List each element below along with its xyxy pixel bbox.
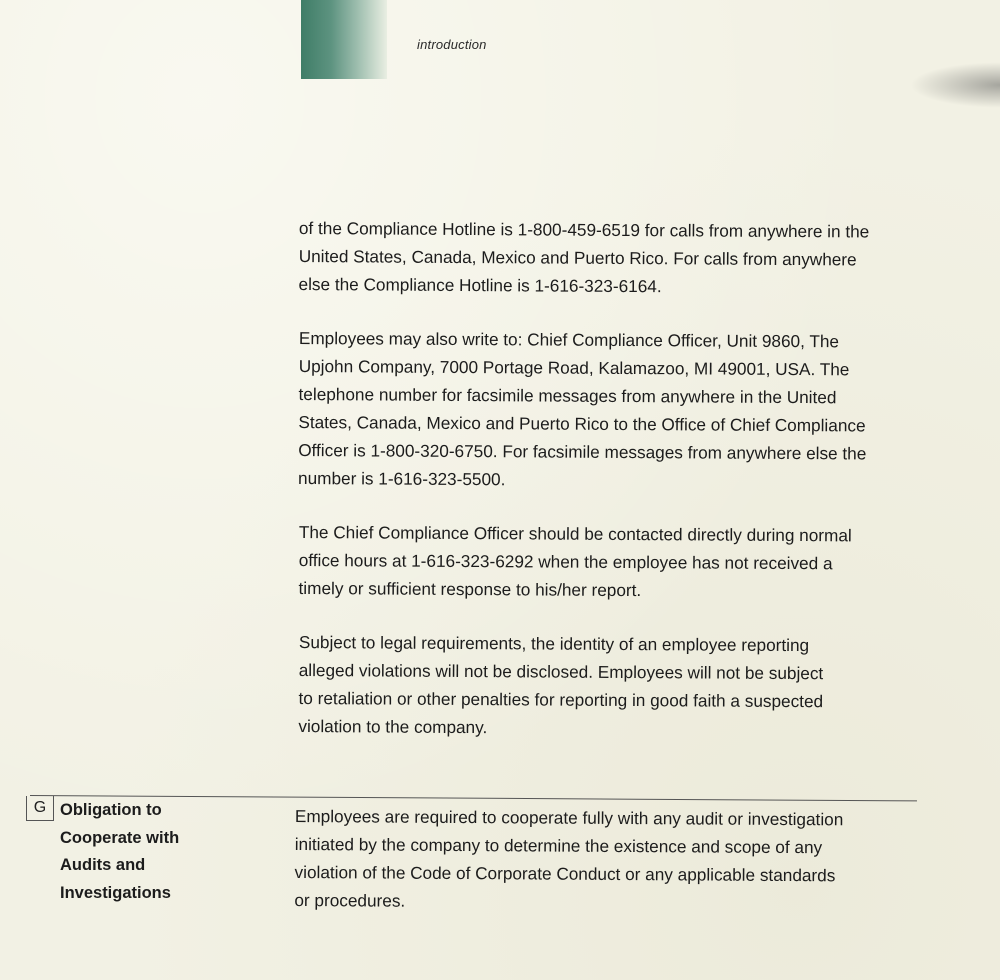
paragraph-chief-compliance-contact: The Chief Compliance Officer should be contacted directly during normal office hours at 1-616-323-6292 when the employee has not received a timely or sufficient response to his/her report. <box>298 521 852 601</box>
paragraph-mailing-address: Employees may also write to: Chief Compliance Officer, Unit 9860, The Upjohn Company, 7000 Portage Road, Kalamazoo, MI 49001, USA. The telephone number for facsimile messages from anywhere in the United States, Canada, Mexico and Puerto Rico to the Office of Chief Compliance Officer is 1-800-320-6750. For facsimile messages from anywhere else the number is 1-616-323-5500. <box>297 327 867 490</box>
paragraph-confidentiality: Subject to legal requirements, the identity of an employee reporting alleged violations will not be disclosed. Employees will not be subject to retaliation or other penalties for reporting in good faith a suspected violation to the company. <box>298 631 824 738</box>
body-text-column <box>299 214 939 766</box>
section-g-heading: Obligation to Cooperate with Audits and Investigations <box>60 801 180 902</box>
section-g-body: Employees are required to cooperate fully with any audit or investigation initiated by the company to determine the existence and scope of any violation of the Code of Corporate Conduct or any applicable standards or procedures. <box>294 805 844 911</box>
page-edge-shadow <box>910 62 1000 108</box>
paragraph-hotline: of the Compliance Hotline is 1-800-459-6519 for calls from anywhere in the United States, Canada, Mexico and Puerto Rico. For calls from anywhere else the Compliance Hotline is 1-616-323-6164. <box>298 217 870 297</box>
section-letter-box: G <box>26 796 54 821</box>
green-gradient-tab <box>301 0 387 79</box>
section-label: introduction <box>417 37 487 52</box>
